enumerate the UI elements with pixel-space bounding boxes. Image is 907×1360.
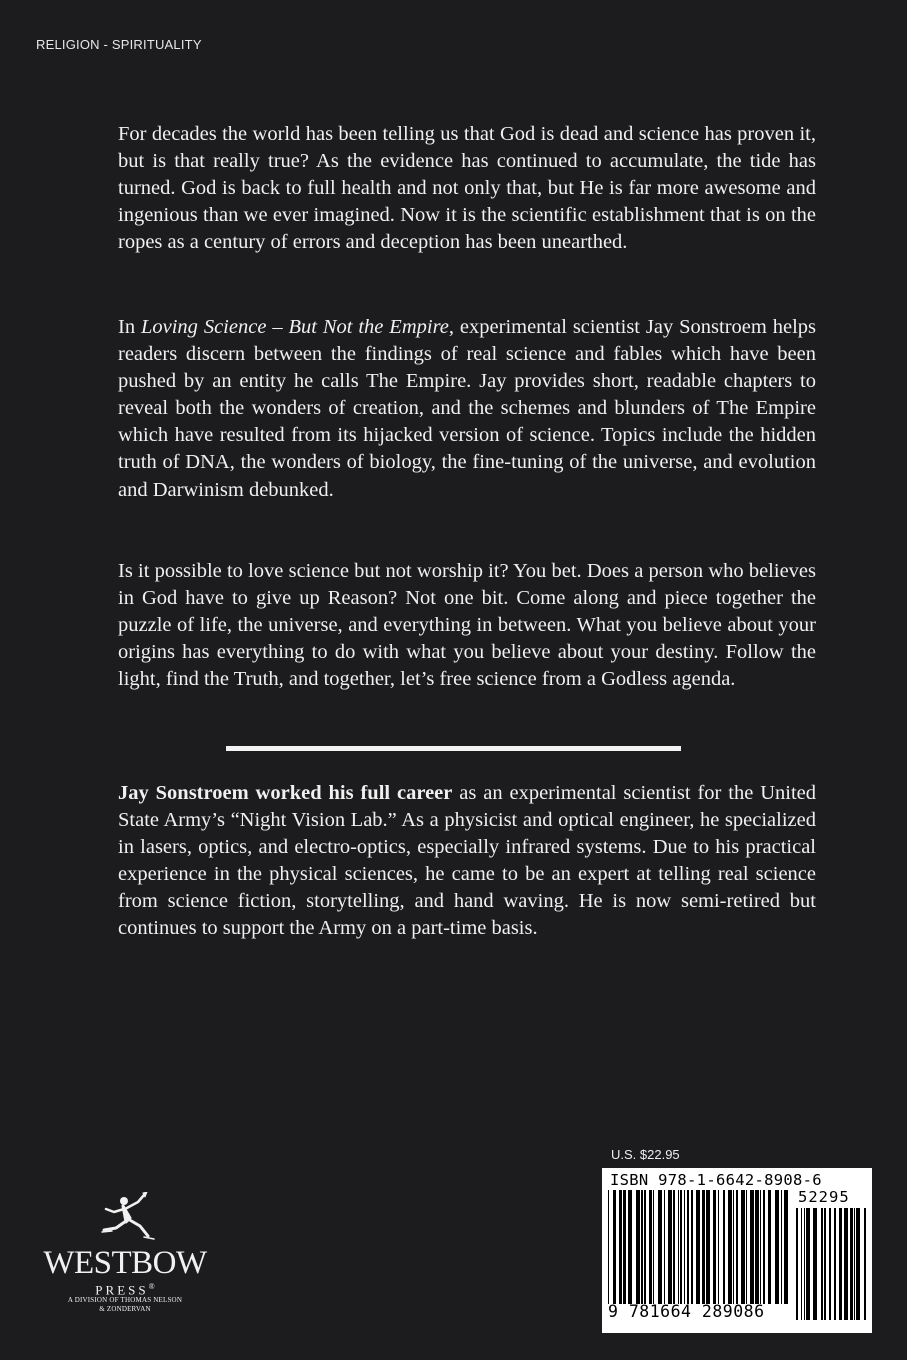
barcode-bar bbox=[680, 1190, 682, 1304]
barcode-bar bbox=[644, 1190, 646, 1304]
barcode-bar bbox=[806, 1208, 810, 1320]
barcode-bar bbox=[696, 1190, 700, 1304]
barcode-bar bbox=[804, 1208, 805, 1320]
barcode-bar bbox=[687, 1190, 689, 1304]
barcode-bar bbox=[684, 1190, 685, 1304]
barcode-bar bbox=[796, 1208, 798, 1320]
barcode-bar bbox=[702, 1190, 705, 1304]
barcode-bar bbox=[850, 1208, 853, 1320]
publisher-sub bbox=[30, 1280, 220, 1297]
barcode-bar bbox=[636, 1190, 640, 1304]
blurb-paragraph-1: For decades the world has been telling us that God is dead and science has proven it, but is that really true? As the evidence has continued to accumulate, the tide has turned. God is back to full health and not only that, but He is far more awesome and ingenious than we ever imagined. Now it is the scientific establishment that is on the ropes as a century of errors and deception has been unearthed. bbox=[118, 123, 816, 254]
barcode-bar bbox=[619, 1190, 622, 1304]
category-label: RELIGION - SPIRITUALITY bbox=[36, 37, 202, 52]
barcode-bar bbox=[760, 1190, 761, 1304]
barcode-bar bbox=[763, 1190, 765, 1304]
barcode-bar bbox=[613, 1190, 616, 1304]
barcode-bar bbox=[813, 1208, 817, 1320]
barcode-bar bbox=[658, 1190, 662, 1304]
barcode-bar bbox=[829, 1208, 831, 1320]
barcode-bar bbox=[653, 1190, 654, 1304]
barcode-bar bbox=[673, 1190, 675, 1304]
barcode-bar bbox=[839, 1208, 842, 1320]
barcode-bar bbox=[608, 1190, 609, 1304]
addon-bars bbox=[796, 1208, 866, 1320]
barcode-bar bbox=[746, 1190, 747, 1304]
barcode-bar bbox=[678, 1190, 679, 1304]
isbn-label: ISBN 978-1-6642-8908-6 bbox=[610, 1171, 822, 1189]
publisher-logo bbox=[30, 1192, 220, 1332]
barcode-bar bbox=[844, 1208, 848, 1320]
registered-mark: ® bbox=[148, 1282, 155, 1291]
barcode-bar bbox=[864, 1208, 866, 1320]
blurb-paragraph-2-rest: , experimental scientist Jay Sonstroem helps readers discern between the findings of real science and fables which have been pushed by an entity he calls The Empire. Jay provides short, readable chapters to reveal both the wonders of creation, and the schemes and blunders of The Empire which have resulted from its hijacked version of science. Topics include the hidden truth of DNA, the wonders of biology, the fine-tuning of the universe, and evolution and Darwinism debunked. bbox=[118, 316, 816, 501]
publisher-name: WESTBOW bbox=[43, 1245, 207, 1281]
barcode-bar bbox=[781, 1190, 782, 1304]
barcode-bar bbox=[801, 1208, 802, 1320]
publisher-sub-text: PRESS bbox=[95, 1282, 149, 1298]
author-bio bbox=[118, 780, 816, 943]
barcode-bar bbox=[821, 1208, 823, 1320]
barcode-bar bbox=[649, 1190, 652, 1304]
barcode-bar bbox=[706, 1190, 710, 1304]
barcode-bar bbox=[733, 1190, 734, 1304]
barcode-bar bbox=[736, 1190, 738, 1304]
ean-digits: 9 781664 289086 bbox=[608, 1302, 765, 1321]
barcode-bar bbox=[718, 1190, 719, 1304]
blurb-paragraph-3: Is it possible to love science but not worship it? You bet. Does a person who believes in God have to give up Reason? Not one bit. Come along and piece together the puzzle of life, the universe, and everything in between. What you believe about your origins has everything to do with what you believe about your destiny. Follow the light, find the Truth, and together, let’s free science from a Godless agenda. bbox=[118, 560, 816, 691]
publisher-division-line-2: & ZONDERVAN bbox=[99, 1305, 151, 1313]
barcode-bar bbox=[641, 1190, 643, 1304]
barcode-bar bbox=[728, 1190, 732, 1304]
barcode-bar bbox=[856, 1208, 860, 1320]
barcode-bar bbox=[691, 1190, 693, 1304]
publisher-division bbox=[30, 1296, 220, 1314]
book-title: Loving Science – But Not the Empire bbox=[140, 316, 449, 338]
publisher-division-line-1: A DIVISION OF THOMAS NELSON bbox=[67, 1296, 183, 1304]
barcode-bar bbox=[668, 1190, 672, 1304]
barcode-bar bbox=[750, 1190, 754, 1304]
runner-with-torch-icon bbox=[100, 1192, 156, 1244]
barcode-bar bbox=[768, 1190, 771, 1304]
author-bio-rest: as an experimental scientist for the United State Army’s “Night Vision Lab.” As a physicist and optical engineer, he specialized in lasers, optics, and electro-optics, especially infrared systems. Due to his practical experience in the physical sciences, he came to be an expert at telling real science from science fiction, storytelling, and hand waving. He is now semi-retired but continues to support the Army on a part-time basis. bbox=[118, 782, 817, 940]
barcode-bar bbox=[623, 1190, 626, 1304]
barcode-bar bbox=[723, 1190, 725, 1304]
author-bio-lead: Jay Sonstroem worked his full career bbox=[118, 782, 453, 804]
price-code: 52295 bbox=[798, 1188, 850, 1206]
barcode-bar bbox=[775, 1190, 779, 1304]
barcode-bar bbox=[755, 1190, 759, 1304]
barcode-bar bbox=[741, 1190, 745, 1304]
section-divider bbox=[226, 746, 681, 751]
barcode-bar bbox=[834, 1208, 836, 1320]
blurb-paragraph-2 bbox=[118, 314, 816, 504]
ean-bars bbox=[608, 1190, 792, 1304]
barcode-bar bbox=[664, 1190, 665, 1304]
barcode-bar bbox=[824, 1208, 826, 1320]
isbn-barcode bbox=[602, 1168, 872, 1333]
blurb-paragraph-2-intro: In bbox=[118, 316, 141, 338]
barcode-bar bbox=[854, 1208, 855, 1320]
price-label: U.S. $22.95 bbox=[611, 1147, 680, 1162]
barcode-bar bbox=[713, 1190, 716, 1304]
barcode-bar bbox=[784, 1190, 788, 1304]
barcode-bar bbox=[628, 1190, 632, 1304]
